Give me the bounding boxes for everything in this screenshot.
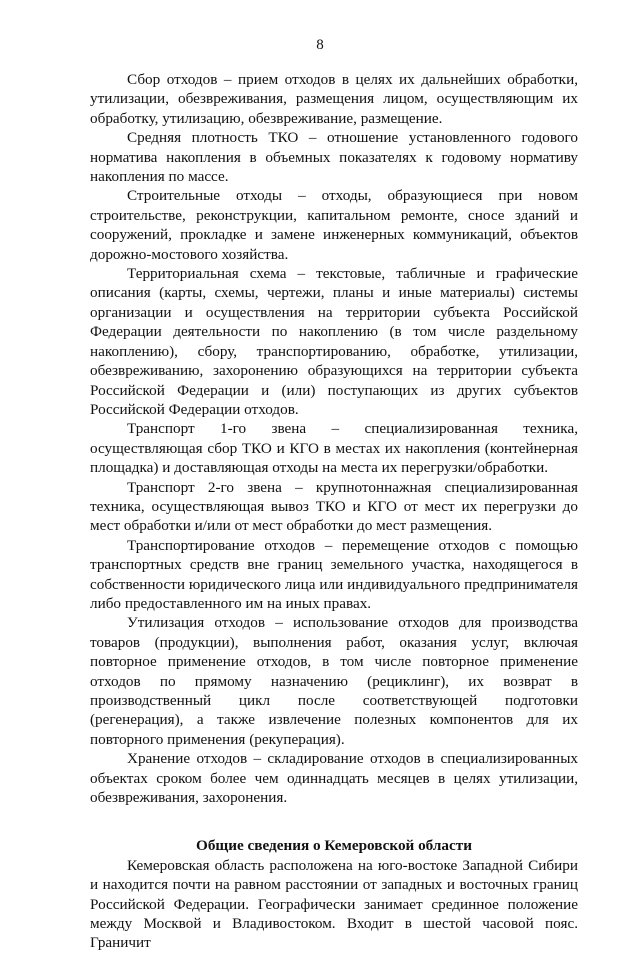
definition-paragraph: Сбор отходов – прием отходов в целях их дальнейших обработки, утилизации, обезвреживания, размещения лицом, осуществляющим их обработку, утилизацию, обезвреживание, размещение. [90,71,578,127]
definition-paragraph: Транспорт 1-го звена – специализированная техника, осуществляющая сбор ТКО и КГО в местах их накопления (контейнерная площадка) и доставляющая отходы на места их перегрузки/обработки. [90,420,578,477]
definition-paragraph: Утилизация отходов – использование отходов для производства товаров (продукции), выполнения работ, оказания услуг, включая повторное применение отходов, в том числе повторное применение отходов по прямому назначению (рециклинг), их возврат в производственный цикл после соответствующей подготовки (регенерация), а также извлечение полезных компонентов для их повторного применения (рекуперация). [90,614,578,748]
definition-paragraph: Транспорт 2-го звена – крупнотоннажная специализированная техника, осуществляющая вывоз ТКО и КГО от мест их перегрузки до мест обработки и/или от мест обработки до мест размещения. [90,478,578,535]
definition-paragraph: Транспортирование отходов – перемещение отходов с помощью транспортных средств вне границ земельного участка, находящегося в собственности юридического лица или индивидуального предпринимателя либо предоставленного им на иных правах. [90,536,578,612]
definition-paragraph: Территориальная схема – текстовые, табличные и графические описания (карты, схемы, чертежи, планы и иные материалы) системы организации и осуществления на территории субъекта Российской Федерации деятельности по накоплению (в том числе раздельному накоплению), сбору, транспортированию, обработке, утилизации, обезвреживанию, захоронению образующихся на территории субъекта Российской Федерации и (или) поступающих из других субъектов Российской Федерации отходов. [90,265,578,418]
definition-paragraph: Хранение отходов – складирование отходов в специализированных объектах сроком более чем одиннадцать месяцев в целях утилизации, обезвреживания, захоронения. [90,750,578,807]
definition-paragraph: Строительные отходы – отходы, образующиеся при новом строительстве, реконструкции, капитальном ремонте, сносе зданий и сооружений, прокладке и замене инженерных коммуникаций, объектов дорожно-мостового хозяйства. [90,187,578,263]
section-paragraph: Кемеровская область расположена на юго-востоке Западной Сибири и находится почти на равном расстоянии от западных и восточных границ Российской Федерации. Географически занимает срединное положение между Москвой и Владивостоком. Входит в шестой часовой пояс. Граничит [90,856,578,952]
page-number: 8 [316,37,324,53]
definition-paragraph: Средняя плотность ТКО – отношение установленного годового норматива накопления в объемных показателях к годовому нормативу накопления по массе. [90,129,578,186]
page-body [90,70,578,953]
section-heading: Общие сведения о Кемеровской области [196,837,472,855]
